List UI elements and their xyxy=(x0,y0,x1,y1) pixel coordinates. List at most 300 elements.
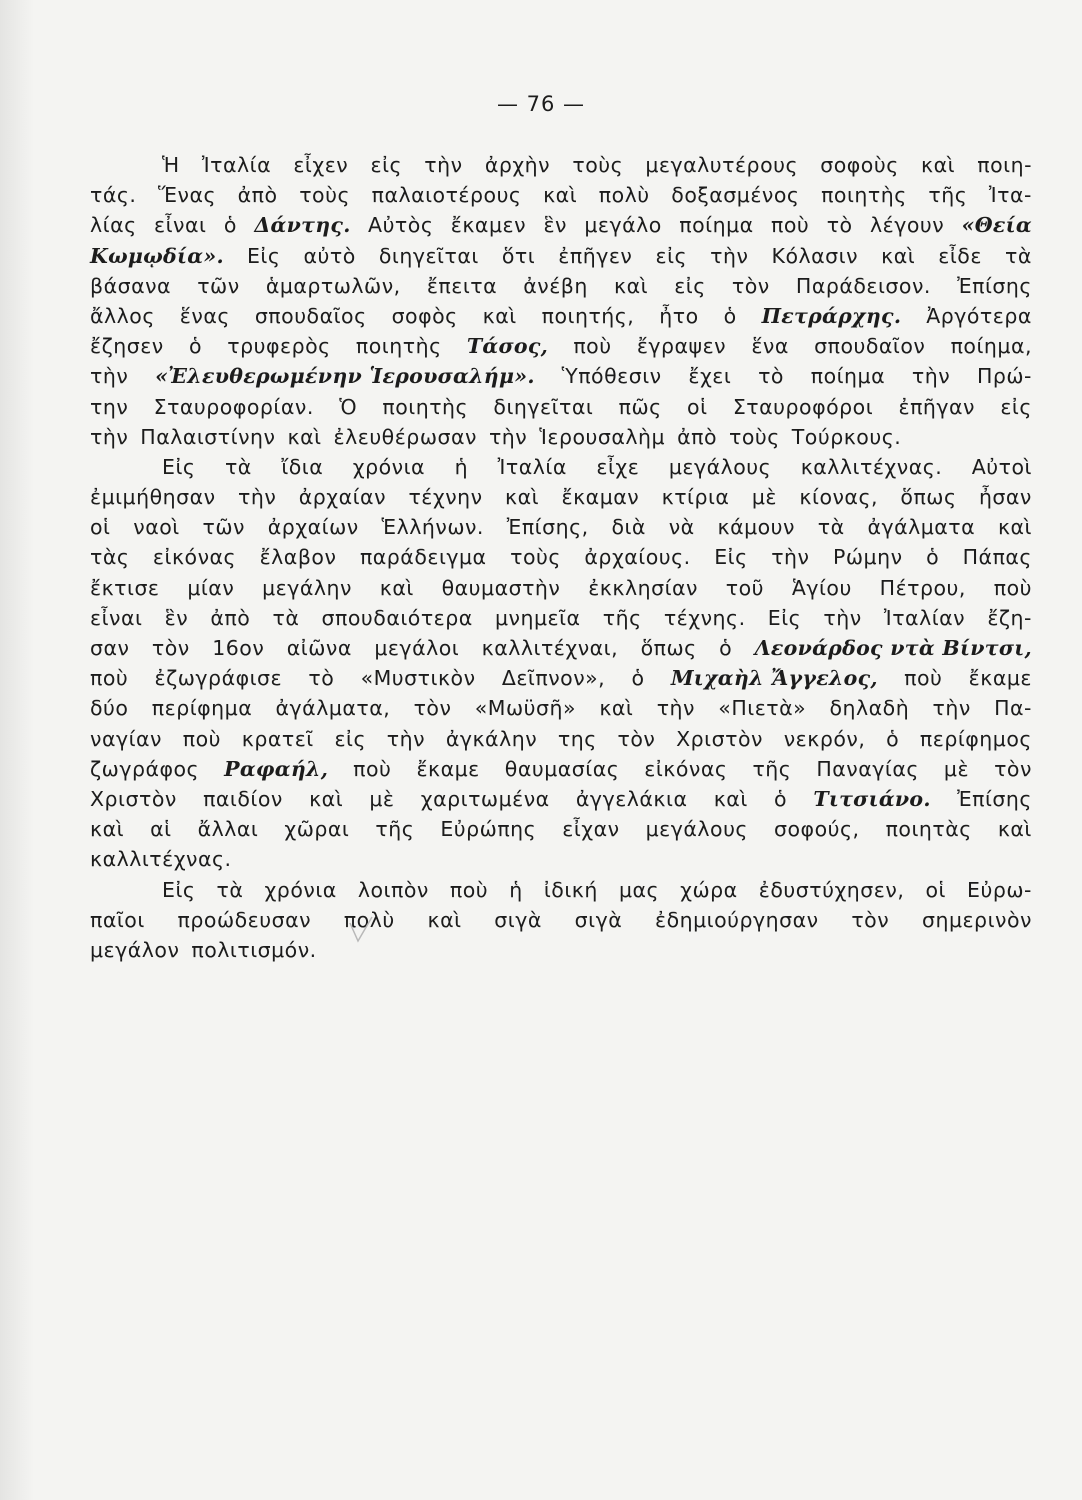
emphasized-name: Τάσος, xyxy=(466,334,549,359)
text-line xyxy=(90,784,1032,814)
word: τοὺς xyxy=(510,545,561,570)
word: εἰκόνας xyxy=(152,545,237,570)
word: σπουδαῖος xyxy=(254,303,367,328)
word: μεγάλους xyxy=(645,817,748,842)
word: οἱ xyxy=(90,515,111,540)
word: ἐδυστύχησεν, xyxy=(758,877,905,902)
word: ὅτι xyxy=(501,243,536,268)
word: αἱ xyxy=(150,817,172,842)
word: «Μωϋσῆ» xyxy=(474,696,577,721)
word: εἰς xyxy=(334,726,367,751)
word: Ὁ xyxy=(339,394,358,419)
text-line xyxy=(90,452,1032,482)
word: τὴν xyxy=(911,364,951,389)
word: ποίημα, xyxy=(950,334,1032,359)
word: ἔκαμε xyxy=(416,756,480,781)
text-line xyxy=(90,693,1032,723)
word: Ἁγίου xyxy=(791,575,852,600)
text-line xyxy=(90,331,1032,361)
word: τὰς xyxy=(90,545,130,570)
word: ποὺ xyxy=(993,575,1032,600)
word: ἀνέβη xyxy=(523,273,588,298)
word: ἐμιμήθησαν xyxy=(90,485,216,510)
word: δηλαδὴ xyxy=(829,696,910,721)
word: ἀγάλματα xyxy=(867,515,976,540)
word: πολὺ xyxy=(343,907,395,932)
word: εἰς xyxy=(674,273,706,298)
word: εἰς xyxy=(655,243,688,268)
word: τῆς xyxy=(752,756,792,781)
word: Ἐπίσης xyxy=(957,786,1032,811)
word: Πάπας xyxy=(962,545,1032,570)
word: τὴν xyxy=(488,424,528,449)
word: αἰῶνα xyxy=(286,636,352,660)
word: τοὺς xyxy=(729,424,780,449)
word: πῶς xyxy=(618,394,662,419)
word: εἶχεν xyxy=(293,153,349,177)
word: ποὺ xyxy=(449,877,489,902)
word: Ἰταλία xyxy=(201,153,272,177)
word: μὲ xyxy=(943,756,970,781)
word: κάμουν xyxy=(717,515,795,540)
word: μνημεῖα xyxy=(494,605,581,630)
word: μὲ xyxy=(751,485,777,510)
text-line xyxy=(90,422,1032,452)
word: ὁ xyxy=(926,545,940,570)
word: καὶ xyxy=(379,575,414,600)
word: τὴν xyxy=(90,424,129,449)
emphasized-name: Μιχαὴλ Ἄγγελος, xyxy=(670,666,878,691)
word: μεγάλην xyxy=(262,575,352,600)
word: ἔχει xyxy=(688,364,732,389)
word: πολιτισμόν. xyxy=(191,937,317,962)
text-line xyxy=(90,392,1032,422)
paragraph xyxy=(90,150,1032,452)
word: ἕνας xyxy=(179,303,230,328)
word: τοῦ xyxy=(725,575,765,600)
word: ἡ xyxy=(509,877,523,902)
word: ἔπειτα xyxy=(426,273,498,298)
word: εἶχαν xyxy=(562,817,620,842)
word: περίφημα xyxy=(151,696,253,721)
word: λέγουν xyxy=(869,213,945,238)
word: νεκρόν, xyxy=(783,726,866,751)
text-line xyxy=(90,210,1032,240)
word: τέχνης. xyxy=(663,605,746,630)
word: καὶ xyxy=(90,817,125,842)
word: τρυφερὸς xyxy=(227,334,331,359)
page-binding-edge xyxy=(0,0,34,1500)
word: τὴν xyxy=(424,153,463,177)
word: προώδευσαν xyxy=(177,907,312,932)
word: σιγὰ xyxy=(494,907,542,932)
word: Πα- xyxy=(994,696,1032,721)
word: τὸ xyxy=(758,364,784,389)
word: καλλιτέχνας. xyxy=(800,454,943,479)
word: αὐτὸ xyxy=(303,243,356,268)
word: ἐπῆγεν xyxy=(558,243,633,268)
word: ἴδια xyxy=(281,454,324,479)
word: τῶν xyxy=(202,515,245,540)
word: τάς. xyxy=(90,183,137,208)
word: τὴν xyxy=(710,243,749,268)
word: Εἰς xyxy=(767,605,802,630)
word: διηγεῖται xyxy=(378,243,479,268)
word: Σταυροφόροι xyxy=(732,394,874,419)
word: χρόνια xyxy=(264,877,337,902)
word: καὶ xyxy=(614,273,649,298)
word: καὶ xyxy=(920,153,956,177)
emphasized-name: Κωμῳδία». xyxy=(90,243,224,268)
word: σιγὰ xyxy=(574,907,623,932)
word: ποὺ xyxy=(771,213,810,238)
word: ποιητὴς xyxy=(355,334,442,359)
word: εἰκόνας xyxy=(644,756,728,781)
text-line xyxy=(90,663,1032,693)
word: Πρώ- xyxy=(976,364,1032,389)
word: ὁ xyxy=(631,666,645,691)
word: ἔζη- xyxy=(987,605,1032,630)
word: σοφοὺς xyxy=(820,153,899,177)
word: χαριτωμένα xyxy=(420,786,550,811)
text-line xyxy=(90,271,1032,301)
word: τοὺς xyxy=(572,153,624,177)
text-line xyxy=(90,150,1032,180)
word: Ρώμην xyxy=(833,545,903,570)
word: τὸν xyxy=(617,726,656,751)
text-line xyxy=(90,512,1032,542)
word: ποὺ xyxy=(353,756,392,781)
text-line xyxy=(90,844,1032,874)
word: σαν xyxy=(90,636,130,660)
text-line xyxy=(90,724,1032,754)
word: τῆς xyxy=(928,183,968,208)
word: εἶχε xyxy=(596,454,640,479)
text-line xyxy=(90,573,1032,603)
word: χρόνια xyxy=(352,454,426,479)
word: ποίημα xyxy=(679,213,754,238)
word: κτίρια xyxy=(661,485,730,510)
word: «Μυστικὸν xyxy=(360,666,476,691)
word: χῶραι xyxy=(284,817,350,842)
word: σπουδαιότερα xyxy=(321,605,473,630)
word: ὁ xyxy=(723,303,737,328)
word: ἀρχαίων xyxy=(267,515,359,540)
word: ἀπὸ xyxy=(677,424,717,449)
word: Ἱερουσαλὴμ xyxy=(539,424,666,449)
word: τὸν xyxy=(851,907,890,932)
word: θαυμαστὴν xyxy=(441,575,561,600)
word: παλαιοτέρους xyxy=(371,183,522,208)
word: Ὑπόθεσιν xyxy=(561,364,662,389)
word: διὰ xyxy=(611,515,646,540)
word: καὶ xyxy=(543,183,578,208)
word: κίονας, xyxy=(799,485,878,510)
word: θαυμασίας xyxy=(504,756,620,781)
word: τὰ xyxy=(817,515,845,540)
word: ἦσαν xyxy=(978,485,1032,510)
word: καὶ xyxy=(427,907,462,932)
word: 16ον xyxy=(212,636,265,660)
word: ἀρχὴν xyxy=(484,153,551,177)
word: τὸν xyxy=(994,756,1032,781)
word: τῆς xyxy=(375,817,415,842)
word: καὶ xyxy=(997,515,1032,540)
word: τοὺς xyxy=(299,183,350,208)
word: εἶναι xyxy=(90,605,143,630)
word: καλλιτέχνας. xyxy=(90,847,232,872)
word: ἓν xyxy=(543,213,567,238)
word: Παναγίας xyxy=(816,756,919,781)
word: ἀρχαίαν xyxy=(298,485,387,510)
paragraph xyxy=(90,875,1032,966)
word: ἦτο xyxy=(659,303,699,328)
word: τὸ xyxy=(826,213,853,238)
word: τὰ xyxy=(216,877,244,902)
text-line xyxy=(90,905,1032,935)
word: εἰς xyxy=(370,153,403,177)
word: ποιητὰς xyxy=(885,817,972,842)
word: ὅπως xyxy=(900,485,957,510)
word: τὴν xyxy=(90,364,129,389)
word: μας xyxy=(618,877,660,902)
word: Κόλασιν xyxy=(771,243,859,268)
word: ἐζωγράφισε xyxy=(154,666,283,691)
word: μὲ xyxy=(369,786,395,811)
word: ἔκαμεν xyxy=(450,213,527,238)
word: ἔκαμαν xyxy=(561,485,640,510)
word: τὴν xyxy=(932,696,971,721)
word: εἶναι xyxy=(154,213,207,238)
word: τὴν xyxy=(386,726,426,751)
word: πολὺ xyxy=(598,183,650,208)
word: Παράδεισον. xyxy=(795,273,931,298)
word: ὁ xyxy=(719,636,733,660)
word: ποίημα xyxy=(810,364,886,389)
word: Ἰτα- xyxy=(988,183,1032,208)
word: Ἑλλήνων. xyxy=(381,515,484,540)
word: τῆς xyxy=(602,605,642,630)
word: της xyxy=(557,726,597,751)
word: ἓν xyxy=(164,605,189,630)
text-line xyxy=(90,633,1032,663)
word: περίφημος xyxy=(919,726,1032,751)
word: Εὐρώπης xyxy=(440,817,537,842)
word: δοξασμένος xyxy=(671,183,800,208)
word: ζωγράφος xyxy=(90,756,200,781)
word: ἁμαρτωλῶν, xyxy=(265,273,401,298)
word: την xyxy=(90,394,129,419)
text-line xyxy=(90,301,1032,331)
text-line xyxy=(90,482,1032,512)
word: ἀπὸ xyxy=(210,605,251,630)
word: Ἰταλίαν xyxy=(883,605,966,630)
emphasized-name: «Ἐλευθερωμένην Ἱερουσαλήμ». xyxy=(155,364,535,389)
word: τὸν xyxy=(731,273,770,298)
word: δύο xyxy=(90,696,129,721)
word: ποιητὴς xyxy=(382,394,469,419)
emphasized-name: Λεονάρδος ντὰ Βίντσι, xyxy=(754,636,1032,660)
word: Χριστὸν xyxy=(676,726,763,751)
word: σοφούς, xyxy=(774,817,860,842)
word: παῖοι xyxy=(90,907,145,932)
word: παράδειγμα xyxy=(359,545,487,570)
word: ποιη- xyxy=(977,153,1032,177)
word: τὰ xyxy=(1005,243,1032,268)
word: τὸ xyxy=(308,666,335,691)
word: ἔζησεν xyxy=(90,334,164,359)
word: καὶ xyxy=(309,786,344,811)
word: Ἰταλία xyxy=(497,454,567,479)
text-line xyxy=(90,875,1032,905)
word: ἡ xyxy=(454,454,469,479)
word: ἀγάλματα, xyxy=(275,696,391,721)
word: ναοὶ xyxy=(133,515,180,540)
word: μεγάλο xyxy=(584,213,662,238)
word: μίαν xyxy=(187,575,235,600)
word: σημερινὸν xyxy=(921,907,1032,932)
word: Εἰς xyxy=(162,877,196,902)
word: Εἰς xyxy=(246,243,281,268)
paragraph xyxy=(90,452,1032,875)
word: ἄλλος xyxy=(90,303,155,328)
word: καὶ xyxy=(881,243,916,268)
word: τὴν xyxy=(238,485,277,510)
word: Αὐτὸς xyxy=(368,213,434,238)
word: κρατεῖ xyxy=(241,726,314,751)
text-line xyxy=(90,603,1032,633)
word: ποὺ xyxy=(182,726,221,751)
page-number: — 76 — xyxy=(496,92,586,116)
body-text xyxy=(90,150,1032,965)
word: ἀπὸ xyxy=(237,183,278,208)
word: τὰ xyxy=(272,605,300,630)
emphasized-name: Τιτσιάνο. xyxy=(813,786,931,811)
word: ἔγραψεν xyxy=(636,334,727,359)
word: ἀρχαίους. xyxy=(584,545,691,570)
emphasized-name: Δάντης. xyxy=(254,213,351,238)
word: καὶ xyxy=(287,424,322,449)
emphasized-name: Πετράρχης. xyxy=(761,303,902,328)
word: ὁ xyxy=(886,726,900,751)
word: ἀγκάλην xyxy=(445,726,538,751)
text-line xyxy=(90,361,1032,391)
text-line xyxy=(90,935,1032,965)
word: ναγίαν xyxy=(90,726,162,751)
word: ἔκτισε xyxy=(90,575,160,600)
word: τὸν xyxy=(151,636,190,660)
word: τὴν xyxy=(771,545,810,570)
word: οἱ xyxy=(925,877,946,902)
emphasized-name: Ραφαήλ, xyxy=(224,756,329,781)
word: Παλαιστίνην xyxy=(140,424,276,449)
word: παιδίον xyxy=(203,786,283,811)
word: οἱ xyxy=(687,394,708,419)
word: Ἕνας xyxy=(158,183,217,208)
word: καὶ xyxy=(599,696,634,721)
text-line xyxy=(90,754,1032,784)
word: τὴν xyxy=(823,605,862,630)
word: ἐλευθέρωσαν xyxy=(333,424,477,449)
word: ποὺ xyxy=(573,334,612,359)
word: ὁ xyxy=(774,786,788,811)
word: βάσανα xyxy=(90,273,172,298)
word: καὶ xyxy=(505,485,540,510)
text-line xyxy=(90,814,1032,844)
word: Αὐτοὶ xyxy=(971,454,1032,479)
pencil-check-mark xyxy=(346,915,376,945)
word: καλλιτέχναι, xyxy=(481,636,619,660)
word: σοφὸς xyxy=(391,303,458,328)
word: Πέτρου, xyxy=(879,575,966,600)
word: μεγάλους xyxy=(668,454,772,479)
word: καὶ xyxy=(997,817,1032,842)
word: ποιητής, xyxy=(541,303,635,328)
word: νὰ xyxy=(668,515,695,540)
word: Σταυροφορίαν. xyxy=(153,394,314,419)
word: Ἐπίσης xyxy=(957,273,1032,298)
word: Ἡ xyxy=(162,153,180,177)
text-line xyxy=(90,542,1032,572)
text-line xyxy=(90,241,1032,271)
word: μεγαλυτέρους xyxy=(645,153,799,177)
word: Ἀργότερα xyxy=(926,303,1032,328)
word: τῶν xyxy=(197,273,240,298)
word: ἕνα xyxy=(751,334,789,359)
word: ποὺ xyxy=(90,666,129,691)
word: ποὺ xyxy=(904,666,943,691)
word: ἰδική xyxy=(543,877,598,902)
word: ἔλαβον xyxy=(259,545,337,570)
word: Χριστὸν xyxy=(90,786,177,811)
word: τὴν xyxy=(656,696,695,721)
word: Ἐπίσης, xyxy=(506,515,589,540)
emphasized-name: «Θεία xyxy=(961,213,1032,238)
word: τὸν xyxy=(413,696,452,721)
word: μεγάλον xyxy=(90,937,180,962)
word: εἶδε xyxy=(938,243,982,268)
word: Εὐρω- xyxy=(967,877,1032,902)
text-line xyxy=(90,180,1032,210)
word: λοιπὸν xyxy=(357,877,429,902)
word: ἐκκλησίαν xyxy=(588,575,698,600)
word: τὰ xyxy=(224,454,252,479)
word: Εἰς xyxy=(714,545,748,570)
word: ποιητὴς xyxy=(821,183,907,208)
word: ἄλλαι xyxy=(197,817,259,842)
word: μεγάλοι xyxy=(374,636,460,660)
word: εἰς xyxy=(1000,394,1032,419)
word: καὶ xyxy=(482,303,517,328)
word: σπουδαῖον xyxy=(814,334,926,359)
word: λίας xyxy=(90,213,137,238)
word: «Πιετὰ» xyxy=(718,696,807,721)
word: ἀγγελάκια xyxy=(575,786,688,811)
word: ὁ xyxy=(188,334,203,359)
word: χώρα xyxy=(680,877,738,902)
word: ὅπως xyxy=(640,636,697,660)
word: καὶ xyxy=(713,786,748,811)
word: διηγεῖται xyxy=(493,394,594,419)
word: Τούρκους. xyxy=(791,424,902,449)
word: Δεῖπνον», xyxy=(501,666,606,691)
word: ἐδημιούργησαν xyxy=(654,907,819,932)
word: τέχνην xyxy=(408,485,483,510)
word: ἐπῆγαν xyxy=(898,394,975,419)
word: Εἰς xyxy=(162,454,196,479)
word: ὁ xyxy=(223,213,237,238)
word: ἔκαμε xyxy=(968,666,1032,691)
